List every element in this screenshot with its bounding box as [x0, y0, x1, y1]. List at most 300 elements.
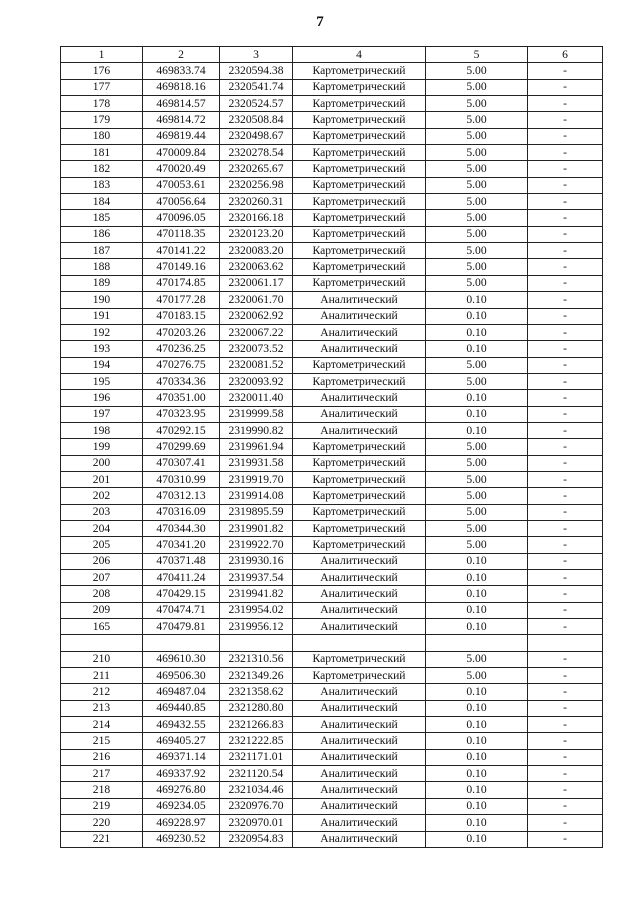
point-number-cell: 220 [61, 815, 143, 831]
method-cell: Аналитический [293, 341, 426, 357]
y-coordinate-cell: 2319941.82 [220, 586, 293, 602]
table-header [61, 47, 603, 63]
point-number-cell: 205 [61, 537, 143, 553]
y-coordinate-cell: 2320123.20 [220, 226, 293, 242]
note-cell: - [528, 161, 603, 177]
table-row [61, 128, 603, 144]
y-coordinate-cell: 2319937.54 [220, 570, 293, 586]
method-cell: Аналитический [293, 831, 426, 847]
accuracy-cell: 5.00 [426, 471, 528, 487]
point-number-cell: 178 [61, 96, 143, 112]
y-coordinate-cell: 2319914.08 [220, 488, 293, 504]
note-cell: - [528, 177, 603, 193]
y-coordinate-cell: 2319990.82 [220, 422, 293, 438]
column-header: 4 [293, 47, 426, 63]
accuracy-cell [426, 635, 528, 651]
x-coordinate-cell: 469440.85 [143, 700, 220, 716]
note-cell: - [528, 782, 603, 798]
table-row [61, 439, 603, 455]
y-coordinate-cell: 2320594.38 [220, 63, 293, 79]
method-cell: Аналитический [293, 553, 426, 569]
method-cell: Картометрический [293, 194, 426, 210]
x-coordinate-cell: 469432.55 [143, 717, 220, 733]
accuracy-cell: 5.00 [426, 112, 528, 128]
table-row [61, 194, 603, 210]
y-coordinate-cell: 2320498.67 [220, 128, 293, 144]
method-cell: Аналитический [293, 798, 426, 814]
table-row [61, 259, 603, 275]
column-header: 3 [220, 47, 293, 63]
point-number-cell: 179 [61, 112, 143, 128]
note-cell: - [528, 210, 603, 226]
point-number-cell: 181 [61, 145, 143, 161]
accuracy-cell: 5.00 [426, 537, 528, 553]
method-cell: Картометрический [293, 161, 426, 177]
accuracy-cell: 5.00 [426, 128, 528, 144]
point-number-cell: 211 [61, 668, 143, 684]
y-coordinate-cell: 2319922.70 [220, 537, 293, 553]
point-number-cell: 192 [61, 324, 143, 340]
table-row [61, 537, 603, 553]
accuracy-cell: 5.00 [426, 96, 528, 112]
note-cell: - [528, 79, 603, 95]
x-coordinate-cell: 469487.04 [143, 684, 220, 700]
table-row [61, 422, 603, 438]
accuracy-cell: 5.00 [426, 145, 528, 161]
point-number-cell: 195 [61, 373, 143, 389]
note-cell: - [528, 439, 603, 455]
point-number-cell: 185 [61, 210, 143, 226]
accuracy-cell: 0.10 [426, 422, 528, 438]
x-coordinate-cell: 470276.75 [143, 357, 220, 373]
method-cell: Картометрический [293, 112, 426, 128]
accuracy-cell: 5.00 [426, 275, 528, 291]
table-row [61, 292, 603, 308]
point-number-cell: 206 [61, 553, 143, 569]
note-cell: - [528, 63, 603, 79]
y-coordinate-cell: 2320061.17 [220, 275, 293, 291]
y-coordinate-cell: 2320061.70 [220, 292, 293, 308]
x-coordinate-cell: 469371.14 [143, 749, 220, 765]
table-row [61, 651, 603, 667]
point-number-cell: 183 [61, 177, 143, 193]
accuracy-cell: 5.00 [426, 226, 528, 242]
table-row [61, 668, 603, 684]
y-coordinate-cell: 2320083.20 [220, 243, 293, 259]
y-coordinate-cell: 2321171.01 [220, 749, 293, 765]
method-cell: Картометрический [293, 177, 426, 193]
note-cell: - [528, 243, 603, 259]
x-coordinate-cell: 470307.41 [143, 455, 220, 471]
x-coordinate-cell: 470299.69 [143, 439, 220, 455]
y-coordinate-cell: 2320541.74 [220, 79, 293, 95]
table-row [61, 112, 603, 128]
table-row [61, 243, 603, 259]
x-coordinate-cell: 470096.05 [143, 210, 220, 226]
note-cell: - [528, 619, 603, 635]
column-header: 5 [426, 47, 528, 63]
method-cell: Картометрический [293, 275, 426, 291]
accuracy-cell: 0.10 [426, 570, 528, 586]
y-coordinate-cell: 2320260.31 [220, 194, 293, 210]
y-coordinate-cell: 2319954.02 [220, 602, 293, 618]
point-number-cell: 200 [61, 455, 143, 471]
x-coordinate-cell: 470371.48 [143, 553, 220, 569]
y-coordinate-cell: 2320093.92 [220, 373, 293, 389]
note-cell: - [528, 684, 603, 700]
note-cell: - [528, 324, 603, 340]
accuracy-cell: 5.00 [426, 357, 528, 373]
y-coordinate-cell: 2321120.54 [220, 766, 293, 782]
column-header: 6 [528, 47, 603, 63]
table-row [61, 749, 603, 765]
x-coordinate-cell: 469337.92 [143, 766, 220, 782]
x-coordinate-cell: 470053.61 [143, 177, 220, 193]
x-coordinate-cell: 470429.15 [143, 586, 220, 602]
accuracy-cell: 0.10 [426, 406, 528, 422]
method-cell: Аналитический [293, 700, 426, 716]
note-cell: - [528, 373, 603, 389]
method-cell: Картометрический [293, 226, 426, 242]
method-cell: Аналитический [293, 782, 426, 798]
table-row [61, 815, 603, 831]
note-cell: - [528, 128, 603, 144]
point-number-cell: 219 [61, 798, 143, 814]
method-cell: Картометрический [293, 210, 426, 226]
method-cell: Картометрический [293, 504, 426, 520]
point-number-cell: 198 [61, 422, 143, 438]
x-coordinate-cell: 469230.52 [143, 831, 220, 847]
method-cell: Аналитический [293, 733, 426, 749]
y-coordinate-cell: 2321310.56 [220, 651, 293, 667]
point-number-cell: 176 [61, 63, 143, 79]
note-cell: - [528, 357, 603, 373]
method-cell: Картометрический [293, 96, 426, 112]
accuracy-cell: 0.10 [426, 602, 528, 618]
table-row [61, 390, 603, 406]
x-coordinate-cell: 469228.97 [143, 815, 220, 831]
method-cell: Аналитический [293, 570, 426, 586]
method-cell: Аналитический [293, 766, 426, 782]
point-number-cell: 218 [61, 782, 143, 798]
table-row [61, 553, 603, 569]
method-cell: Картометрический [293, 357, 426, 373]
accuracy-cell: 5.00 [426, 161, 528, 177]
note-cell: - [528, 586, 603, 602]
note-cell: - [528, 798, 603, 814]
table-row [61, 96, 603, 112]
column-header: 2 [143, 47, 220, 63]
note-cell: - [528, 471, 603, 487]
table-row [61, 210, 603, 226]
x-coordinate-cell: 469814.72 [143, 112, 220, 128]
x-coordinate-cell: 469833.74 [143, 63, 220, 79]
point-number-cell: 182 [61, 161, 143, 177]
x-coordinate-cell: 470312.13 [143, 488, 220, 504]
y-coordinate-cell: 2319930.16 [220, 553, 293, 569]
table-row [61, 145, 603, 161]
table-row [61, 520, 603, 536]
method-cell: Аналитический [293, 324, 426, 340]
y-coordinate-cell: 2320081.52 [220, 357, 293, 373]
table-row [61, 684, 603, 700]
method-cell: Аналитический [293, 602, 426, 618]
y-coordinate-cell: 2320011.40 [220, 390, 293, 406]
accuracy-cell: 5.00 [426, 520, 528, 536]
note-cell: - [528, 194, 603, 210]
note-cell: - [528, 259, 603, 275]
x-coordinate-cell: 470310.99 [143, 471, 220, 487]
table-row [61, 177, 603, 193]
method-cell: Картометрический [293, 79, 426, 95]
table-row [61, 341, 603, 357]
table-row [61, 782, 603, 798]
note-cell: - [528, 308, 603, 324]
note-cell [528, 635, 603, 651]
x-coordinate-cell: 470351.00 [143, 390, 220, 406]
note-cell: - [528, 815, 603, 831]
method-cell: Картометрический [293, 243, 426, 259]
y-coordinate-cell: 2319931.58 [220, 455, 293, 471]
y-coordinate-cell: 2320265.67 [220, 161, 293, 177]
point-number-cell: 180 [61, 128, 143, 144]
x-coordinate-cell: 469819.44 [143, 128, 220, 144]
table-row [61, 226, 603, 242]
accuracy-cell: 0.10 [426, 324, 528, 340]
y-coordinate-cell: 2321358.62 [220, 684, 293, 700]
x-coordinate-cell: 470203.26 [143, 324, 220, 340]
coordinates-table [60, 46, 603, 848]
y-coordinate-cell: 2321266.83 [220, 717, 293, 733]
x-coordinate-cell: 469506.30 [143, 668, 220, 684]
table-row [61, 586, 603, 602]
point-number-cell: 204 [61, 520, 143, 536]
table-row [61, 471, 603, 487]
point-number-cell: 177 [61, 79, 143, 95]
table-row [61, 308, 603, 324]
y-coordinate-cell: 2320954.83 [220, 831, 293, 847]
note-cell: - [528, 651, 603, 667]
table-row [61, 635, 603, 651]
accuracy-cell: 5.00 [426, 488, 528, 504]
table-row [61, 570, 603, 586]
table-row [61, 373, 603, 389]
method-cell: Картометрический [293, 373, 426, 389]
table-row [61, 798, 603, 814]
point-number-cell: 202 [61, 488, 143, 504]
accuracy-cell: 5.00 [426, 259, 528, 275]
y-coordinate-cell: 2319919.70 [220, 471, 293, 487]
note-cell: - [528, 749, 603, 765]
page-number: 7 [316, 14, 324, 30]
point-number-cell: 213 [61, 700, 143, 716]
method-cell: Картометрический [293, 537, 426, 553]
point-number-cell: 193 [61, 341, 143, 357]
x-coordinate-cell: 470341.20 [143, 537, 220, 553]
x-coordinate-cell: 470183.15 [143, 308, 220, 324]
method-cell: Аналитический [293, 619, 426, 635]
table-row [61, 504, 603, 520]
method-cell: Картометрический [293, 259, 426, 275]
note-cell: - [528, 145, 603, 161]
y-coordinate-cell: 2321034.46 [220, 782, 293, 798]
point-number-cell: 209 [61, 602, 143, 618]
point-number-cell: 189 [61, 275, 143, 291]
method-cell: Аналитический [293, 684, 426, 700]
point-number-cell: 214 [61, 717, 143, 733]
note-cell: - [528, 488, 603, 504]
column-header: 1 [61, 47, 143, 63]
x-coordinate-cell: 470474.71 [143, 602, 220, 618]
x-coordinate-cell: 470141.22 [143, 243, 220, 259]
note-cell: - [528, 570, 603, 586]
x-coordinate-cell: 470334.36 [143, 373, 220, 389]
note-cell: - [528, 390, 603, 406]
note-cell: - [528, 717, 603, 733]
method-cell: Картометрический [293, 145, 426, 161]
note-cell: - [528, 226, 603, 242]
point-number-cell: 216 [61, 749, 143, 765]
y-coordinate-cell: 2320976.70 [220, 798, 293, 814]
method-cell: Картометрический [293, 455, 426, 471]
y-coordinate-cell: 2320062.92 [220, 308, 293, 324]
accuracy-cell: 0.10 [426, 749, 528, 765]
accuracy-cell: 5.00 [426, 243, 528, 259]
table-row [61, 63, 603, 79]
point-number-cell: 203 [61, 504, 143, 520]
method-cell: Картометрический [293, 439, 426, 455]
accuracy-cell: 0.10 [426, 733, 528, 749]
y-coordinate-cell: 2320166.18 [220, 210, 293, 226]
method-cell: Аналитический [293, 586, 426, 602]
accuracy-cell: 5.00 [426, 79, 528, 95]
method-cell: Аналитический [293, 815, 426, 831]
accuracy-cell: 0.10 [426, 341, 528, 357]
point-number-cell: 201 [61, 471, 143, 487]
header-row [61, 47, 603, 63]
method-cell: Картометрический [293, 651, 426, 667]
y-coordinate-cell: 2321280.80 [220, 700, 293, 716]
x-coordinate-cell: 470479.81 [143, 619, 220, 635]
note-cell: - [528, 341, 603, 357]
accuracy-cell: 5.00 [426, 504, 528, 520]
table-row [61, 455, 603, 471]
accuracy-cell: 0.10 [426, 766, 528, 782]
table-row [61, 766, 603, 782]
point-number-cell: 221 [61, 831, 143, 847]
point-number-cell: 194 [61, 357, 143, 373]
accuracy-cell: 0.10 [426, 586, 528, 602]
method-cell: Аналитический [293, 308, 426, 324]
note-cell: - [528, 520, 603, 536]
note-cell: - [528, 602, 603, 618]
y-coordinate-cell: 2320067.22 [220, 324, 293, 340]
accuracy-cell: 5.00 [426, 668, 528, 684]
accuracy-cell: 5.00 [426, 210, 528, 226]
table-row [61, 161, 603, 177]
note-cell: - [528, 406, 603, 422]
note-cell: - [528, 553, 603, 569]
table-row [61, 717, 603, 733]
accuracy-cell: 0.10 [426, 717, 528, 733]
accuracy-cell: 5.00 [426, 651, 528, 667]
x-coordinate-cell: 469405.27 [143, 733, 220, 749]
y-coordinate-cell: 2319901.82 [220, 520, 293, 536]
y-coordinate-cell: 2320063.62 [220, 259, 293, 275]
table-row [61, 324, 603, 340]
table-row [61, 79, 603, 95]
accuracy-cell: 0.10 [426, 390, 528, 406]
x-coordinate-cell: 470236.25 [143, 341, 220, 357]
point-number-cell: 210 [61, 651, 143, 667]
accuracy-cell: 0.10 [426, 831, 528, 847]
accuracy-cell: 0.10 [426, 684, 528, 700]
method-cell: Аналитический [293, 390, 426, 406]
x-coordinate-cell: 470177.28 [143, 292, 220, 308]
y-coordinate-cell: 2320278.54 [220, 145, 293, 161]
accuracy-cell: 5.00 [426, 455, 528, 471]
accuracy-cell: 0.10 [426, 553, 528, 569]
point-number-cell: 190 [61, 292, 143, 308]
x-coordinate-cell: 470174.85 [143, 275, 220, 291]
point-number-cell: 197 [61, 406, 143, 422]
method-cell: Картометрический [293, 668, 426, 684]
table-row [61, 602, 603, 618]
method-cell: Картометрический [293, 128, 426, 144]
table-row [61, 619, 603, 635]
note-cell: - [528, 112, 603, 128]
point-number-cell: 186 [61, 226, 143, 242]
method-cell: Картометрический [293, 471, 426, 487]
x-coordinate-cell: 470056.64 [143, 194, 220, 210]
note-cell: - [528, 733, 603, 749]
accuracy-cell: 0.10 [426, 292, 528, 308]
table-row [61, 733, 603, 749]
y-coordinate-cell: 2319999.58 [220, 406, 293, 422]
point-number-cell: 165 [61, 619, 143, 635]
note-cell: - [528, 455, 603, 471]
point-number-cell: 184 [61, 194, 143, 210]
x-coordinate-cell: 470020.49 [143, 161, 220, 177]
note-cell: - [528, 504, 603, 520]
point-number-cell: 196 [61, 390, 143, 406]
accuracy-cell: 5.00 [426, 373, 528, 389]
note-cell: - [528, 275, 603, 291]
method-cell: Аналитический [293, 749, 426, 765]
y-coordinate-cell: 2319956.12 [220, 619, 293, 635]
note-cell: - [528, 766, 603, 782]
method-cell: Аналитический [293, 717, 426, 733]
method-cell [293, 635, 426, 651]
y-coordinate-cell: 2320073.52 [220, 341, 293, 357]
point-number-cell: 188 [61, 259, 143, 275]
y-coordinate-cell: 2319895.59 [220, 504, 293, 520]
point-number-cell: 217 [61, 766, 143, 782]
accuracy-cell: 5.00 [426, 194, 528, 210]
y-coordinate-cell: 2320524.57 [220, 96, 293, 112]
x-coordinate-cell: 470316.09 [143, 504, 220, 520]
table-row [61, 357, 603, 373]
y-coordinate-cell [220, 635, 293, 651]
x-coordinate-cell: 470009.84 [143, 145, 220, 161]
method-cell: Аналитический [293, 422, 426, 438]
x-coordinate-cell: 470344.30 [143, 520, 220, 536]
table-row [61, 831, 603, 847]
accuracy-cell: 0.10 [426, 619, 528, 635]
x-coordinate-cell: 469814.57 [143, 96, 220, 112]
point-number-cell: 199 [61, 439, 143, 455]
method-cell: Аналитический [293, 292, 426, 308]
